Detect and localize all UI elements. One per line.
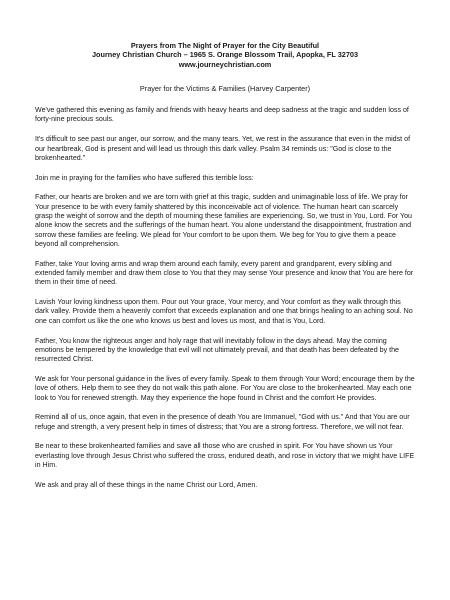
prayer-title: Prayer for the Victims & Families (Harvey Carpenter)	[139, 83, 311, 93]
header-title: Prayers from The Night of Prayer for the City Beautiful	[130, 41, 320, 50]
paragraph-psalm: It's difficult to see past our anger, our sorrow, and the many tears. Yet, we rest in the assurance that even in the midst of our heartbreak, God is present and will lead us through this dark valley. Psalm 34 reminds us: "God is close to the brokenhearted."	[35, 135, 411, 162]
header-website: www.journeychristian.com	[178, 59, 272, 69]
paragraph-prayer-5: We ask for Your personal guidance in the lives of every family. Speak to them through Your Word; encourage them by the love of others. Help them to see they do not walk this path alone. For You are close to the brokenhearted. May each one look to You for renewed strength. May they experience the hope found in Christ and the comfort He provides.	[35, 374, 415, 402]
header-address: Journey Christian Church – 1965 S. Orange Blossom Trail, Apopka, FL 32703	[91, 50, 359, 60]
paragraph-prayer-3: Lavish Your loving kindness upon them. Pour out Your grace, Your mercy, and Your comfort as they walk through this dark valley. Provide them a heavenly comfort that exceeds explanation and one that brings healing to an aching soul. No one can comfort us like the one who knows us best and loves us most, and that is You, Lord.	[35, 298, 413, 325]
paragraph-prayer-4: Father, You know the righteous anger and holy rage that will inevitably follow in the days ahead. May the coming emotions be tempered by the knowledge that evil will not ultimately prevail, and that death has been defeated by the resurrected Christ.	[35, 336, 399, 364]
paragraph-closing: We ask and pray all of these things in the name Christ our Lord, Amen.	[35, 480, 258, 489]
paragraph-prayer-2: Father, take Your loving arms and wrap them around each family, every parent and grandparent, every sibling and extended family member and draw them close to You that they may sense Your presence and know that You are here for them in their time of need.	[35, 259, 414, 287]
paragraph-prayer-1: Father, our hearts are broken and we are torn with grief at this tragic, sudden and unimaginable loss of life. We pray for Your presence to be with every family shattered by this inconceivable act of violence. The human heart can scarcely grasp the weight of sorrow and the depth of mourning these families are experiencing. So, we trust in You, Lord. For You alone know the secrets and the sufferings of the human heart. You alone understand the disappointment, frustration and sorrow these families are feeling. We plead for Your comfort to be upon them. We beg for You to give them a peace beyond all comprehension.	[35, 193, 412, 248]
paragraph-intro: We've gathered this evening as family and friends with heavy hearts and deep sadness at the tragic and sudden loss of forty-nine precious souls.	[35, 106, 409, 124]
paragraph-invitation: Join me in praying for the families who have suffered this terrible loss:	[35, 173, 254, 182]
paragraph-prayer-7: Be near to these brokenhearted families and save all those who are crushed in spirit. For You have shown us Your everlasting love through Jesus Christ who suffered the cross, endured death, and rose in victory that we might have LIFE in Him.	[35, 442, 415, 469]
paragraph-prayer-6: Remind all of us, once again, that even in the presence of death You are Immanuel, "God with us." And that You are our refuge and strength, a very present help in times of distress; that You are a strong fortress. Therefore, we will not fear.	[35, 413, 410, 431]
